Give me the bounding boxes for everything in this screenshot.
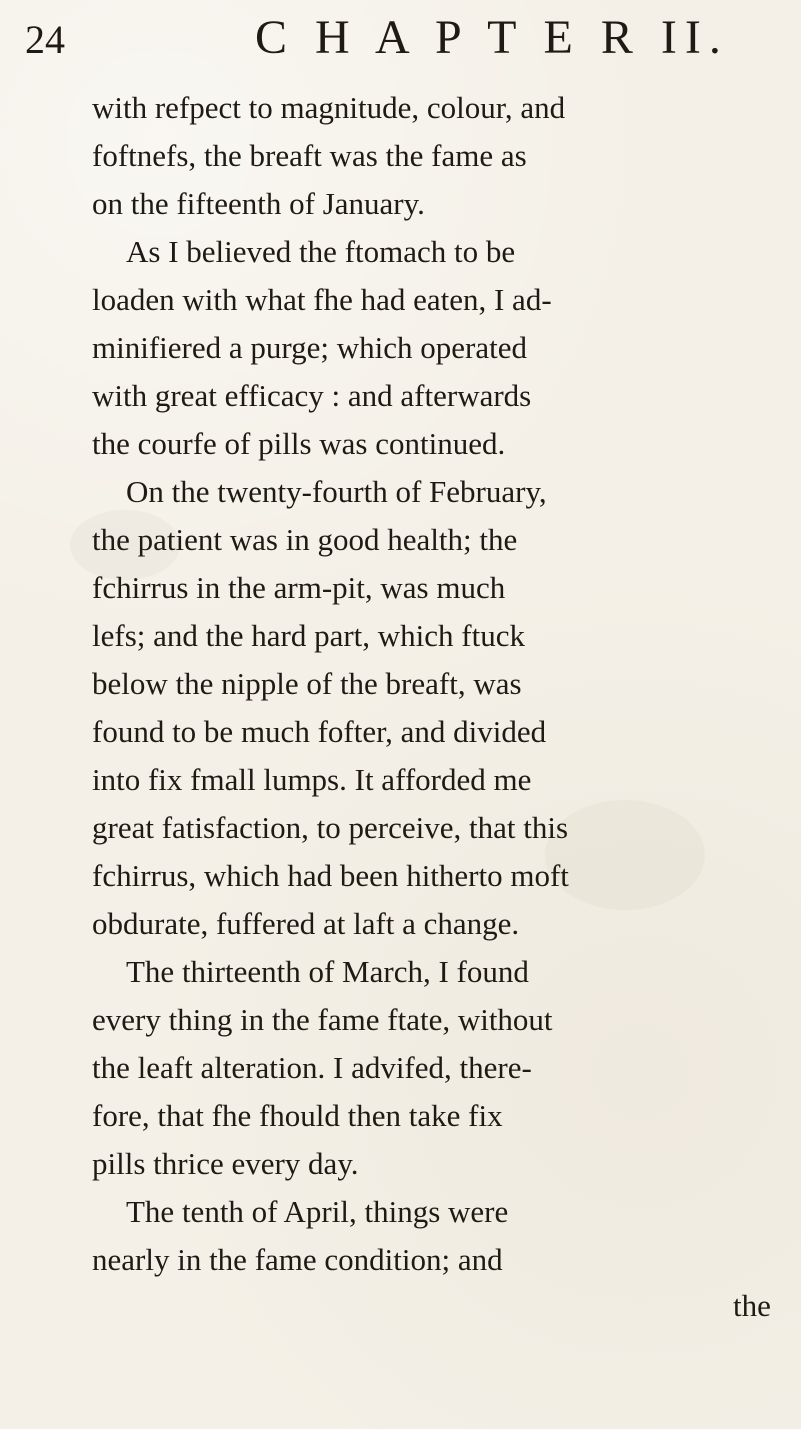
text-line: found to be much fofter, and divided [92, 714, 547, 749]
text-line: on the fifteenth of January. [92, 186, 425, 221]
text-line: minifiered a purge; which operated [92, 330, 527, 365]
text-line: foftnefs, the breaft was the fame as [92, 138, 527, 173]
page-number: 24 [25, 17, 65, 62]
text-line: On the twenty-fourth of February, [126, 474, 547, 509]
text-line: the patient was in good health; the [92, 522, 518, 557]
text-line: great fatisfaction, to perceive, that this [92, 810, 569, 845]
text-line: the courfe of pills was continued. [92, 426, 506, 461]
text-line: the [733, 1288, 771, 1323]
text-line: As I believed the ftomach to be [126, 234, 516, 269]
text-line: with great efficacy : and afterwards [92, 378, 532, 413]
text-line: the leaft alteration. I advifed, there- [92, 1050, 532, 1085]
text-line: into fix fmall lumps. It afforded me [92, 762, 532, 797]
page-header [0, 12, 801, 82]
paper-stain [545, 800, 705, 910]
text-line: pills thrice every day. [92, 1146, 359, 1181]
text-line: with refpect to magnitude, colour, and [92, 90, 566, 125]
running-title: C H A P T E R II. [255, 11, 729, 64]
text-line: lefs; and the hard part, which ftuck [92, 618, 525, 653]
text-line: The thirteenth of March, I found [126, 954, 529, 989]
text-line: fchirrus, which had been hitherto moft [92, 858, 569, 893]
text-line: below the nipple of the breaft, was [92, 666, 522, 701]
text-line: loaden with what fhe had eaten, I ad- [92, 282, 552, 317]
text-line: every thing in the fame ftate, without [92, 1002, 553, 1037]
text-line: The tenth of April, things were [126, 1194, 509, 1229]
text-line: fore, that fhe fhould then take fix [92, 1098, 503, 1133]
text-line: nearly in the fame condition; and [92, 1242, 503, 1277]
text-line: obdurate, fuffered at laft a change. [92, 906, 520, 941]
text-line: fchirrus in the arm-pit, was much [92, 570, 506, 605]
